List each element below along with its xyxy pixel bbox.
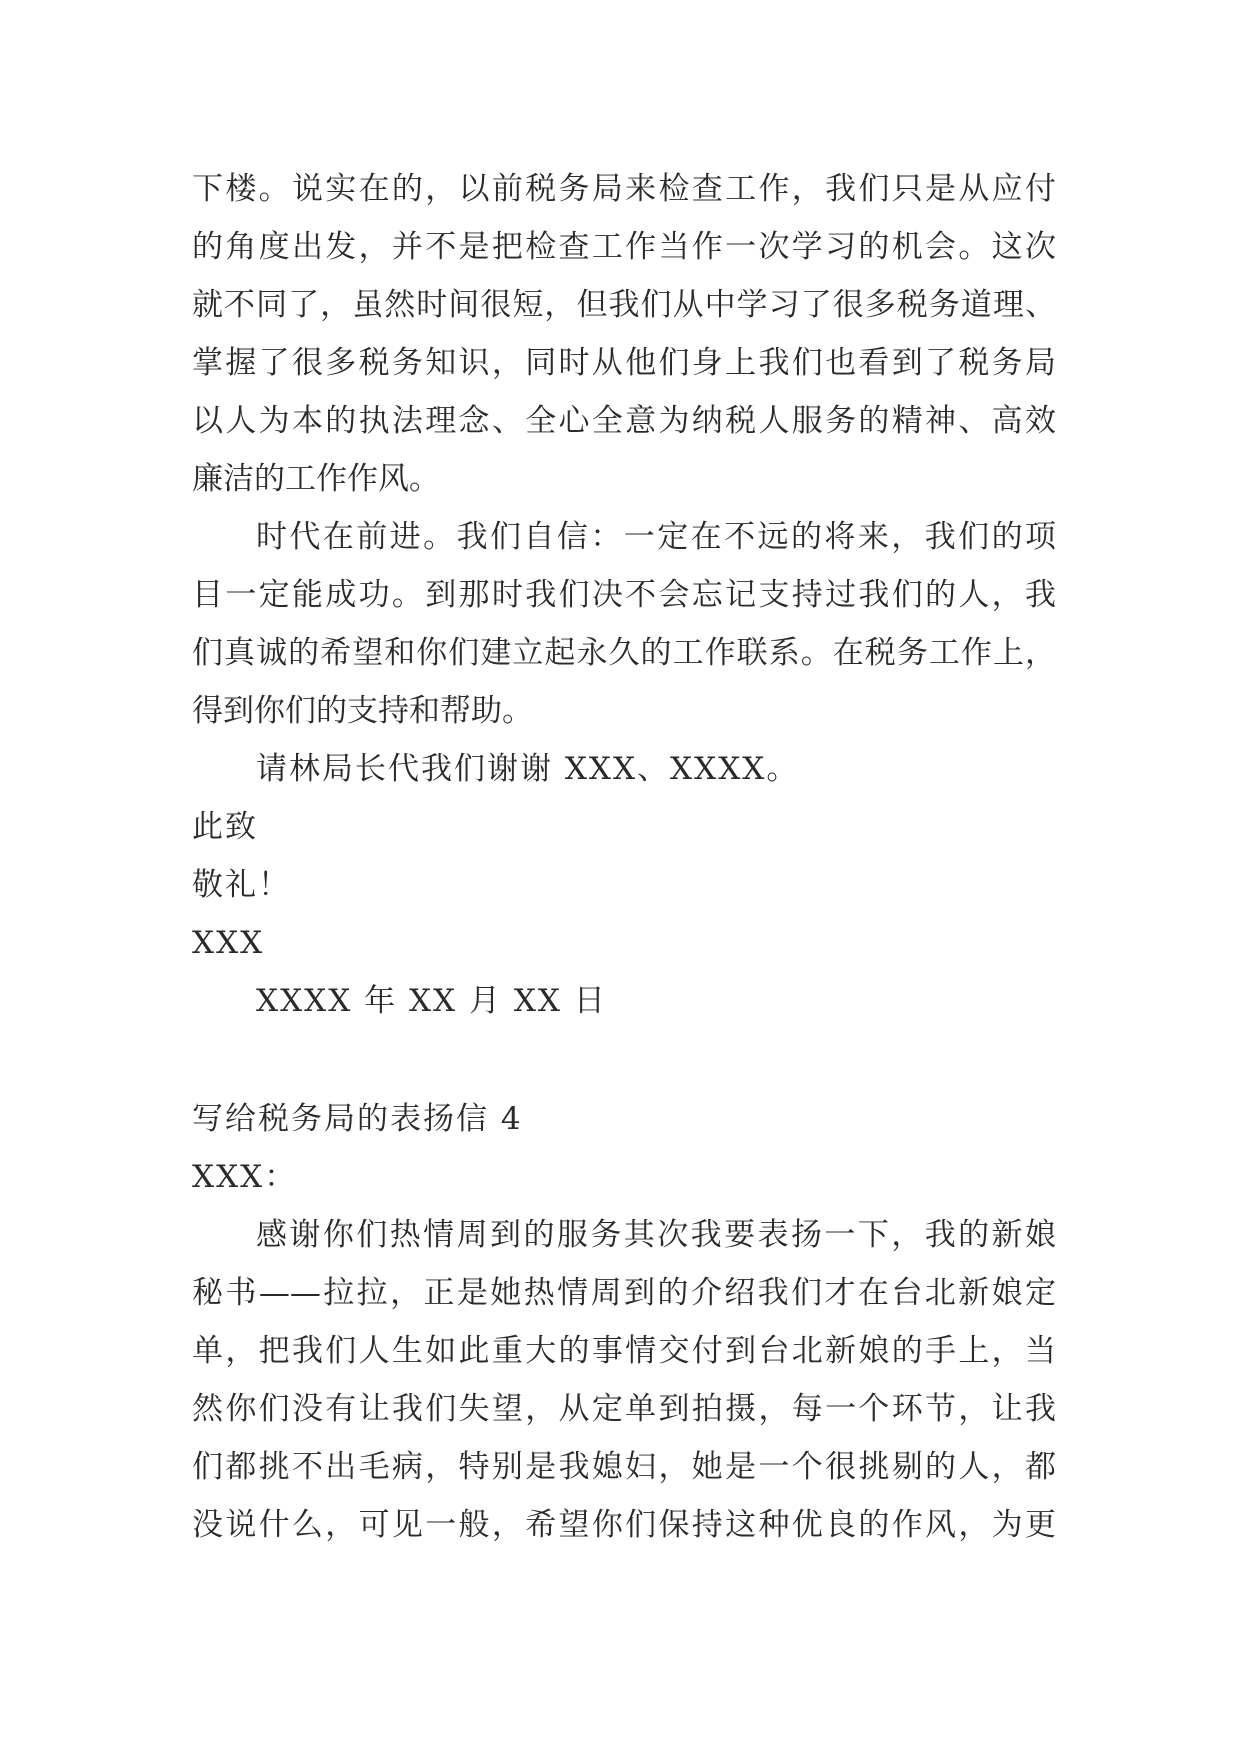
section-title: 写给税务局的表扬信 4	[192, 1101, 523, 1137]
paragraph-line: 得到你们的支持和帮助。	[192, 693, 533, 729]
document-page	[192, 160, 1056, 1554]
signature: XXX	[192, 925, 265, 961]
paragraph-line: 廉洁的工作作风。	[192, 461, 440, 497]
paragraph-3: 请林局长代我们谢谢 XXX、XXXX。	[256, 751, 800, 787]
paragraph-line: 掌握了很多税务知识，同时从他们身上我们也看到了税务局	[192, 345, 1056, 381]
letter-date: XXXX 年 XX 月 XX 日	[256, 983, 607, 1019]
closing-salutation: 此致	[192, 809, 258, 845]
paragraph-line: 们真诚的希望和你们建立起永久的工作联系。在税务工作上，	[192, 635, 1056, 671]
section-spacer	[192, 1030, 1056, 1090]
closing-regards: 敬礼！	[192, 867, 291, 903]
paragraph-line: 的角度出发，并不是把检查工作当作一次学习的机会。这次	[192, 229, 1056, 265]
salutation: XXX：	[192, 1159, 298, 1195]
paragraph-line: 秘书——拉拉，正是她热情周到的介绍我们才在台北新娘定	[192, 1275, 1056, 1311]
paragraph-line: 们都挑不出毛病，特别是我媳妇，她是一个很挑剔的人，都	[192, 1449, 1056, 1485]
paragraph-line: 感谢你们热情周到的服务其次我要表扬一下，我的新娘	[256, 1217, 1056, 1253]
paragraph-2	[192, 508, 1056, 740]
paragraph-line: 就不同了，虽然时间很短，但我们从中学习了很多税务道理、	[192, 287, 1056, 323]
paragraph-1	[192, 160, 1056, 508]
paragraph-line: 目一定能成功。到那时我们决不会忘记支持过我们的人，我	[192, 577, 1056, 613]
paragraph-line: 没说什么，可见一般，希望你们保持这种优良的作风，为更	[192, 1507, 1056, 1543]
paragraph-line: 然你们没有让我们失望，从定单到拍摄，每一个环节，让我	[192, 1391, 1056, 1427]
paragraph-line: 时代在前进。我们自信：一定在不远的将来，我们的项	[256, 519, 1056, 555]
paragraph-line: 以人为本的执法理念、全心全意为纳税人服务的精神、高效	[192, 403, 1056, 439]
paragraph-line: 单，把我们人生如此重大的事情交付到台北新娘的手上，当	[192, 1333, 1056, 1369]
paragraph-4	[192, 1206, 1056, 1554]
paragraph-line: 下楼。说实在的，以前税务局来检查工作，我们只是从应付	[192, 171, 1056, 207]
